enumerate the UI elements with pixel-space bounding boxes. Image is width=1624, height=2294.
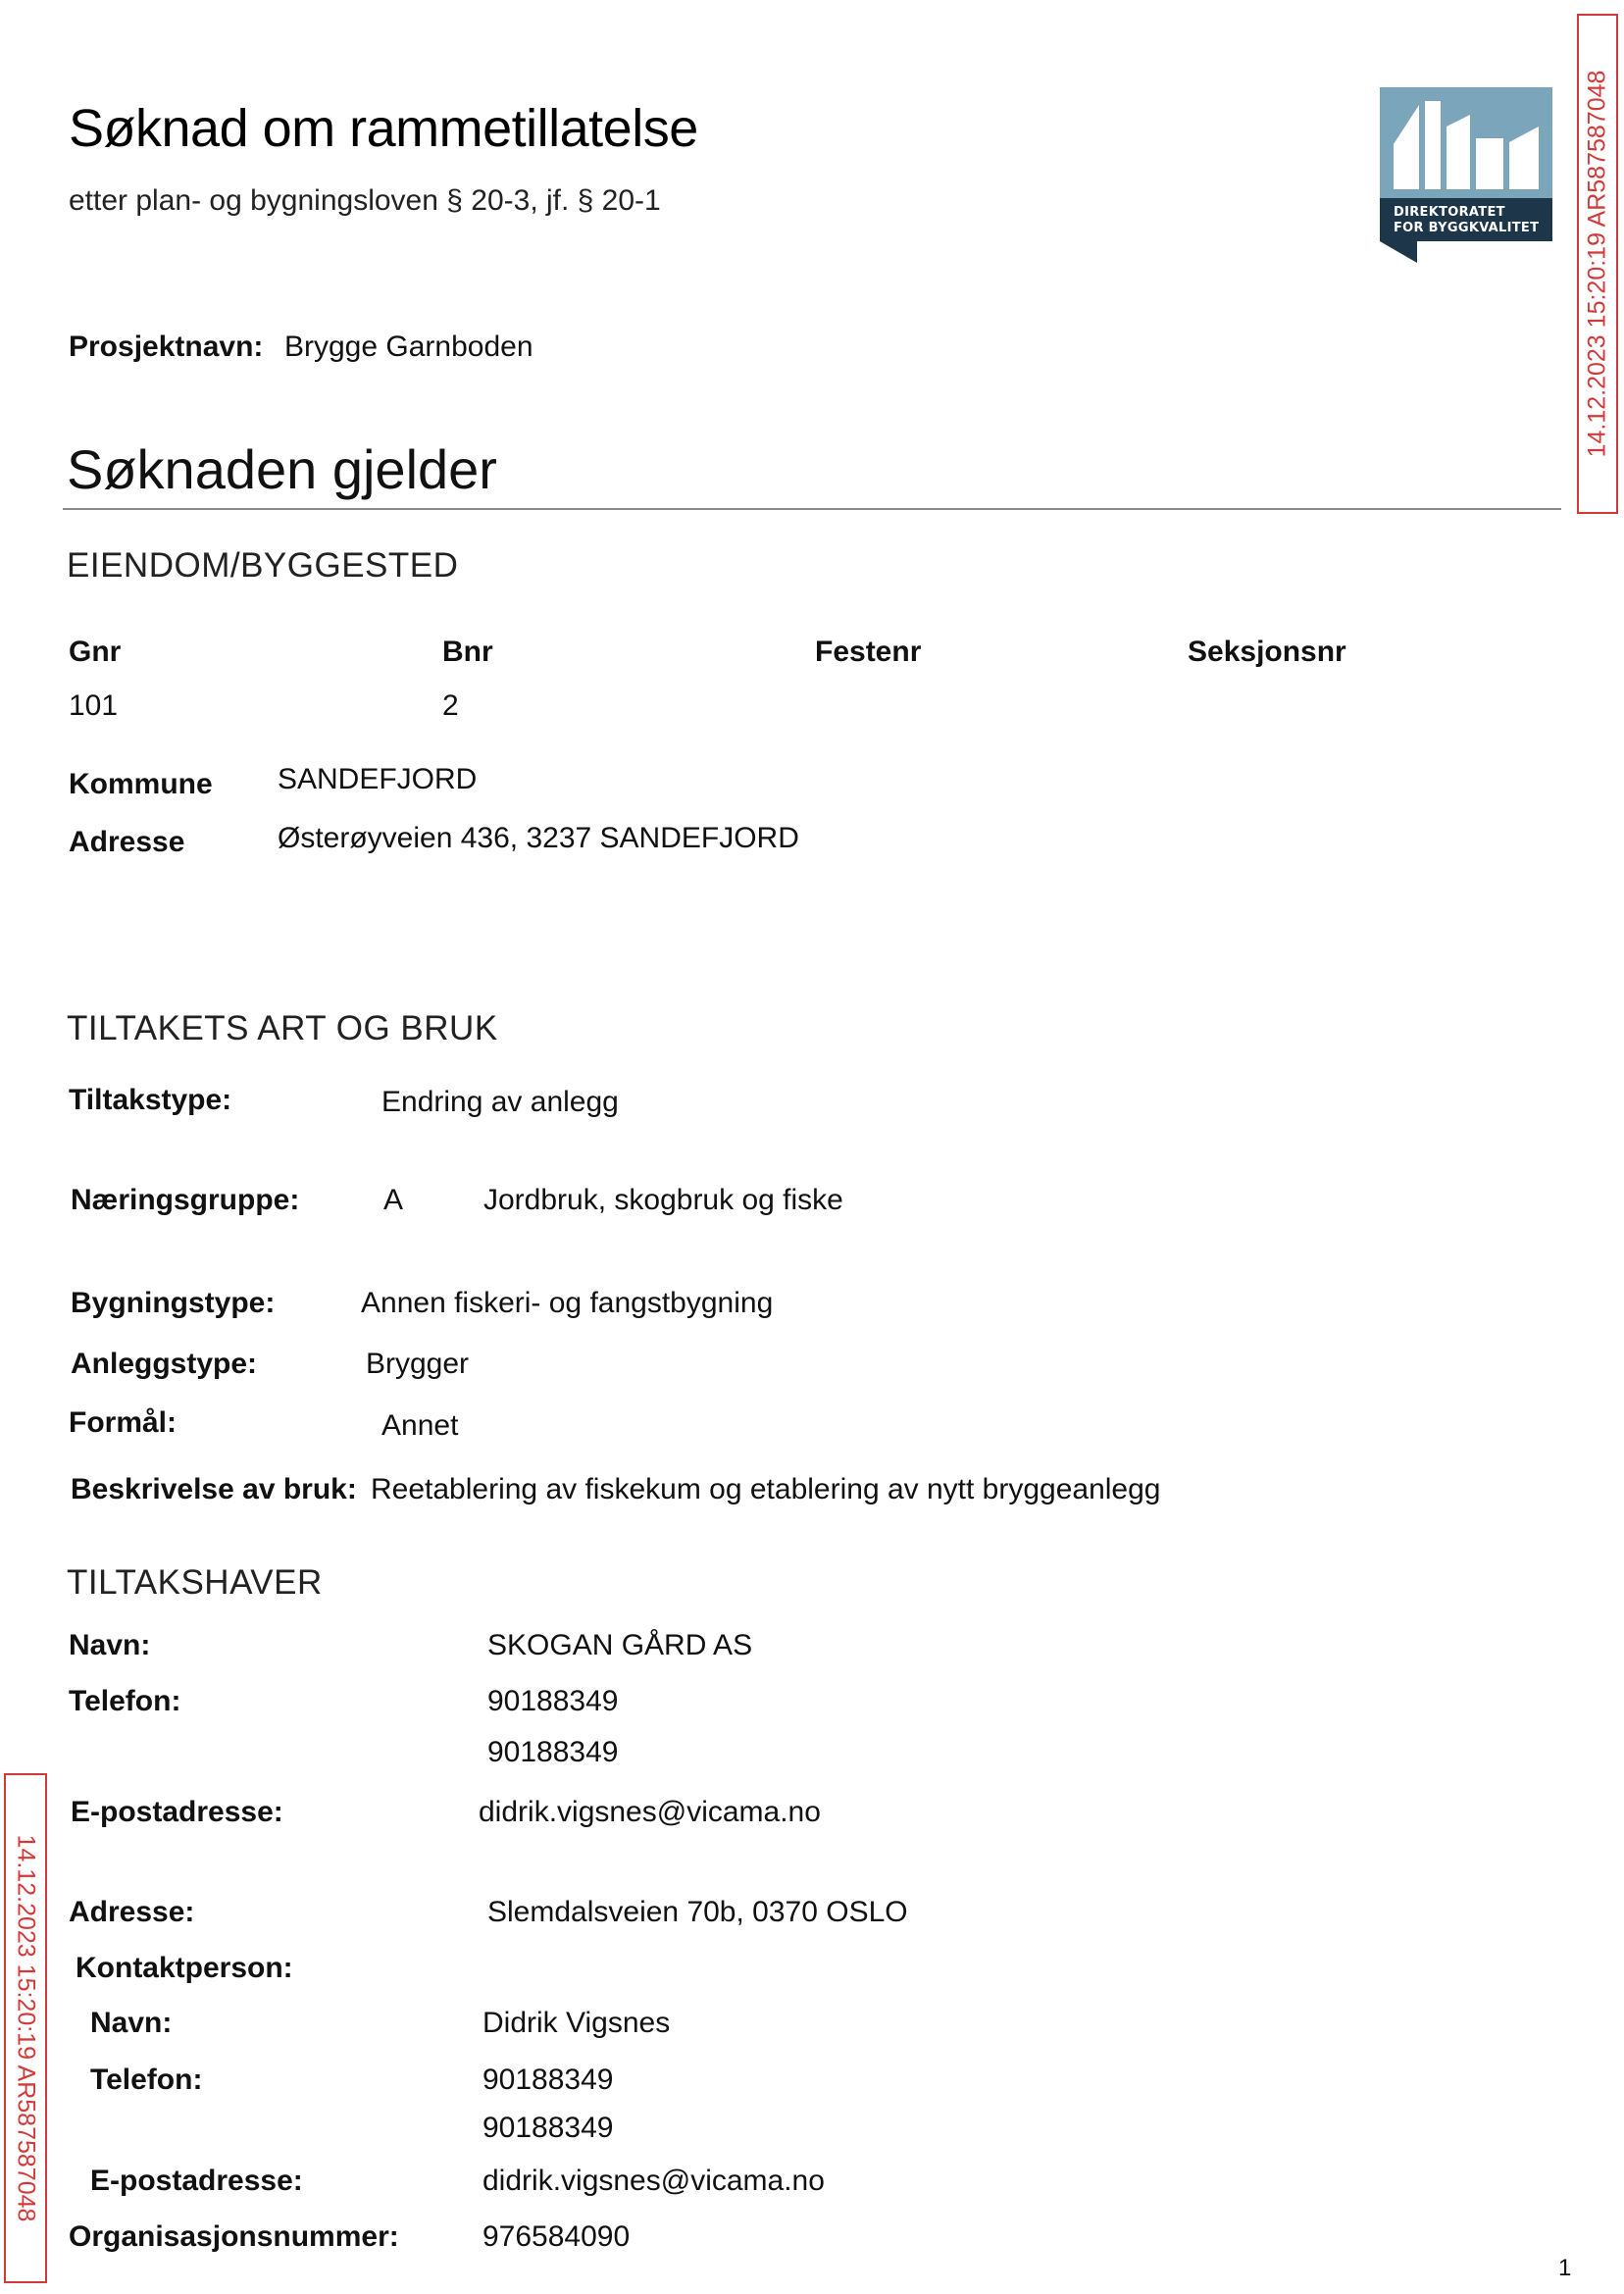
org-number-value: 976584090 (482, 2220, 631, 2253)
timestamp-stamp-left-text: 14.12.2023 15:20:19 AR587587048 (12, 1834, 40, 2222)
contact-phone-value-1: 90188349 (482, 2064, 614, 2096)
contact-email-value: didrik.vigsnes@vicama.no (482, 2165, 825, 2197)
owner-section-title: TILTAKSHAVER (67, 1563, 323, 1602)
project-name-value: Brygge Garnboden (284, 331, 533, 363)
owner-email-label: E-postadresse: (71, 1796, 283, 1828)
gnr-value: 101 (69, 689, 119, 722)
festenr-label: Festenr (815, 636, 922, 668)
page-number: 1 (1558, 2255, 1572, 2281)
owner-name-value: SKOGAN GÅRD AS (487, 1629, 753, 1661)
owner-address-value: Slemdalsveien 70b, 0370 OSLO (487, 1896, 908, 1928)
bygningstype-label: Bygningstype: (71, 1287, 276, 1319)
seksjonsnr-label: Seksjonsnr (1188, 636, 1346, 668)
naeringsgruppe-value: Jordbruk, skogbruk og fiske (483, 1184, 843, 1216)
owner-address-label: Adresse: (69, 1896, 195, 1928)
owner-email-value: didrik.vigsnes@vicama.no (479, 1796, 821, 1828)
contact-phone-label: Telefon: (90, 2064, 203, 2096)
contact-name-value: Didrik Vigsnes (482, 2007, 671, 2039)
contact-person-label: Kontaktperson: (76, 1952, 293, 1984)
gnr-label: Gnr (69, 636, 122, 668)
owner-phone-label: Telefon: (69, 1685, 181, 1717)
formal-label: Formål: (69, 1406, 178, 1439)
property-address-value: Østerøyveien 436, 3237 SANDEFJORD (278, 822, 799, 854)
contact-email-label: E-postadresse: (90, 2165, 303, 2197)
project-name-label: Prosjektnavn: (69, 331, 264, 363)
logo-flag (1380, 241, 1417, 263)
tiltakstype-value: Endring av anlegg (381, 1086, 619, 1118)
heading-divider (63, 508, 1561, 510)
beskrivelse-label: Beskrivelse av bruk: (71, 1473, 357, 1505)
owner-phone-value-1: 90188349 (487, 1685, 619, 1717)
logo-text-panel (1380, 198, 1552, 241)
owner-phone-value-2: 90188349 (487, 1736, 619, 1768)
bnr-label: Bnr (442, 636, 493, 668)
naeringsgruppe-code: A (383, 1184, 404, 1216)
document-subtitle: etter plan- og bygningsloven § 20-3, jf. § 20-1 (69, 184, 661, 217)
bygningstype-value: Annen fiskeri- og fangstbygning (361, 1287, 774, 1319)
formal-value: Annet (381, 1409, 459, 1442)
kommune-label: Kommune (69, 768, 213, 800)
org-number-label: Organisasjonsnummer: (69, 2220, 399, 2253)
document-title: Søknad om rammetillatelse (69, 99, 698, 158)
timestamp-stamp-right-text: 14.12.2023 15:20:19 AR587587048 (1583, 70, 1611, 458)
measure-section-title: TILTAKETS ART OG BRUK (67, 1009, 498, 1047)
logo-text-line1: DIREKTORATET (1394, 205, 1505, 220)
beskrivelse-value: Reetablering av fiskekum og etablering av nytt bryggeanlegg (371, 1473, 1161, 1505)
anleggstype-value: Brygger (366, 1348, 470, 1380)
contact-name-label: Navn: (90, 2007, 173, 2039)
anleggstype-label: Anleggstype: (71, 1348, 258, 1380)
logo-text-line2: FOR BYGGKVALITET (1394, 221, 1540, 235)
contact-phone-value-2: 90188349 (482, 2112, 614, 2144)
property-address-label: Adresse (69, 826, 185, 858)
timestamp-stamp-right (1577, 14, 1618, 514)
naeringsgruppe-label: Næringsgruppe: (71, 1184, 300, 1216)
kommune-value: SANDEFJORD (278, 763, 478, 795)
logo-building-panel (1380, 87, 1552, 198)
timestamp-stamp-left (4, 1773, 47, 2283)
building-icon (1380, 87, 1552, 198)
owner-name-label: Navn: (69, 1629, 151, 1661)
bnr-value: 2 (442, 689, 459, 722)
property-section-title: EIENDOM/BYGGESTED (67, 546, 459, 585)
tiltakstype-label: Tiltakstype: (69, 1084, 232, 1116)
application-heading: Søknaden gjelder (67, 438, 497, 500)
dibk-logo (1380, 87, 1552, 277)
